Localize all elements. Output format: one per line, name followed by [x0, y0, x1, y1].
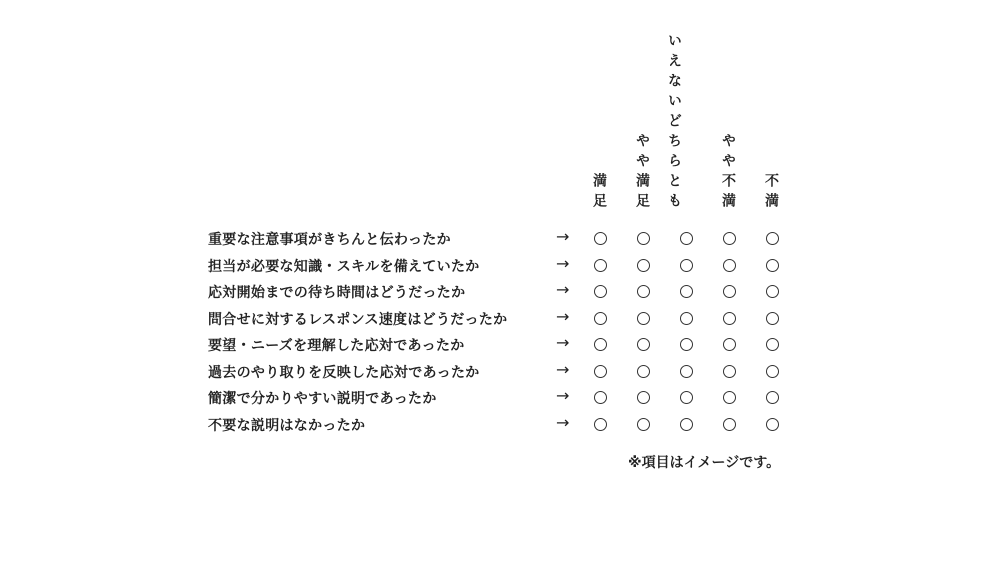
- question-label: 重要な注意事項がきちんと伝わったか: [208, 232, 451, 248]
- survey-question-row: [0, 331, 1000, 358]
- radio-option-satisfied[interactable]: [594, 232, 607, 245]
- column-header-text: やや満足: [634, 133, 650, 213]
- radio-option-somewhat-satisfied[interactable]: [637, 418, 650, 431]
- survey-question-list: [0, 225, 1000, 437]
- column-header-text: 満足: [591, 173, 607, 213]
- radio-option-somewhat-dissatisfied[interactable]: [723, 365, 736, 378]
- radio-option-satisfied[interactable]: [594, 259, 607, 272]
- column-header-text: やや不満: [720, 133, 736, 213]
- radio-option-somewhat-dissatisfied[interactable]: [723, 232, 736, 245]
- radio-option-somewhat-satisfied[interactable]: [637, 232, 650, 245]
- arrow-icon: →: [556, 386, 570, 405]
- radio-option-satisfied[interactable]: [594, 418, 607, 431]
- survey-question-row: [0, 358, 1000, 385]
- radio-option-somewhat-satisfied[interactable]: [637, 259, 650, 272]
- radio-option-somewhat-dissatisfied[interactable]: [723, 338, 736, 351]
- question-label: 不要な説明はなかったか: [208, 417, 366, 434]
- radio-option-somewhat-satisfied[interactable]: [637, 285, 650, 298]
- question-label: 簡潔で分かりやすい説明であったか: [208, 391, 437, 407]
- radio-option-dissatisfied[interactable]: [766, 259, 779, 272]
- radio-option-somewhat-dissatisfied[interactable]: [723, 418, 736, 431]
- survey-question-row: [0, 278, 1000, 305]
- question-label: 担当が必要な知識・スキルを備えていたか: [208, 258, 480, 275]
- column-header-neutral: [663, 33, 711, 213]
- radio-option-neutral[interactable]: [680, 391, 693, 404]
- column-header-dissatisfied: [760, 173, 786, 213]
- radio-option-neutral[interactable]: [680, 418, 693, 431]
- radio-option-somewhat-satisfied[interactable]: [637, 338, 650, 351]
- question-label: 問合せに対するレスポンス速度はどうだったか: [208, 311, 508, 328]
- arrow-icon: →: [556, 412, 570, 432]
- question-label: 要望・ニーズを理解した応対であったか: [208, 338, 465, 354]
- radio-option-somewhat-satisfied[interactable]: [637, 312, 650, 325]
- column-header-text: 不満: [763, 173, 779, 213]
- radio-option-somewhat-dissatisfied[interactable]: [723, 259, 736, 272]
- radio-option-satisfied[interactable]: [594, 338, 607, 351]
- radio-option-somewhat-satisfied[interactable]: [637, 391, 650, 404]
- radio-option-dissatisfied[interactable]: [766, 285, 779, 298]
- survey-question-row: [0, 252, 1000, 279]
- radio-option-satisfied[interactable]: [594, 312, 607, 325]
- radio-option-satisfied[interactable]: [594, 365, 607, 378]
- arrow-icon: →: [556, 306, 570, 326]
- radio-option-neutral[interactable]: [680, 285, 693, 298]
- radio-option-satisfied[interactable]: [594, 391, 607, 404]
- column-header-somewhat-satisfied: [631, 133, 657, 213]
- column-header-satisfied: [588, 173, 614, 213]
- radio-option-satisfied[interactable]: [594, 285, 607, 298]
- radio-option-dissatisfied[interactable]: [766, 338, 779, 351]
- survey-question-row: [0, 384, 1000, 411]
- radio-option-somewhat-dissatisfied[interactable]: [723, 312, 736, 325]
- radio-option-dissatisfied[interactable]: [766, 391, 779, 404]
- survey-question-row: [0, 411, 1000, 438]
- radio-option-somewhat-dissatisfied[interactable]: [723, 391, 736, 404]
- survey-question-row: [0, 225, 1000, 252]
- question-label: 応対開始までの待ち時間はどうだったか: [208, 285, 466, 301]
- image-disclaimer-note: ※項目はイメージです。: [628, 455, 781, 471]
- radio-option-dissatisfied[interactable]: [766, 232, 779, 245]
- column-header-somewhat-dissatisfied: [717, 133, 743, 213]
- radio-option-neutral[interactable]: [680, 312, 693, 325]
- radio-option-neutral[interactable]: [680, 259, 693, 272]
- rating-column-headers: [0, 0, 1000, 230]
- column-header-text: いえない: [666, 33, 682, 113]
- arrow-icon: →: [556, 359, 570, 379]
- radio-option-neutral[interactable]: [680, 365, 693, 378]
- radio-option-dissatisfied[interactable]: [766, 365, 779, 378]
- radio-option-somewhat-dissatisfied[interactable]: [723, 285, 736, 298]
- arrow-icon: →: [556, 253, 570, 273]
- arrow-icon: →: [556, 333, 570, 352]
- radio-option-dissatisfied[interactable]: [766, 312, 779, 325]
- survey-question-row: [0, 305, 1000, 332]
- radio-option-neutral[interactable]: [680, 232, 693, 245]
- radio-option-dissatisfied[interactable]: [766, 418, 779, 431]
- arrow-icon: →: [556, 227, 570, 246]
- column-header-text: どちらとも: [666, 113, 682, 213]
- radio-option-neutral[interactable]: [680, 338, 693, 351]
- radio-option-somewhat-satisfied[interactable]: [637, 365, 650, 378]
- arrow-icon: →: [556, 280, 570, 299]
- question-label: 過去のやり取りを反映した応対であったか: [208, 364, 480, 381]
